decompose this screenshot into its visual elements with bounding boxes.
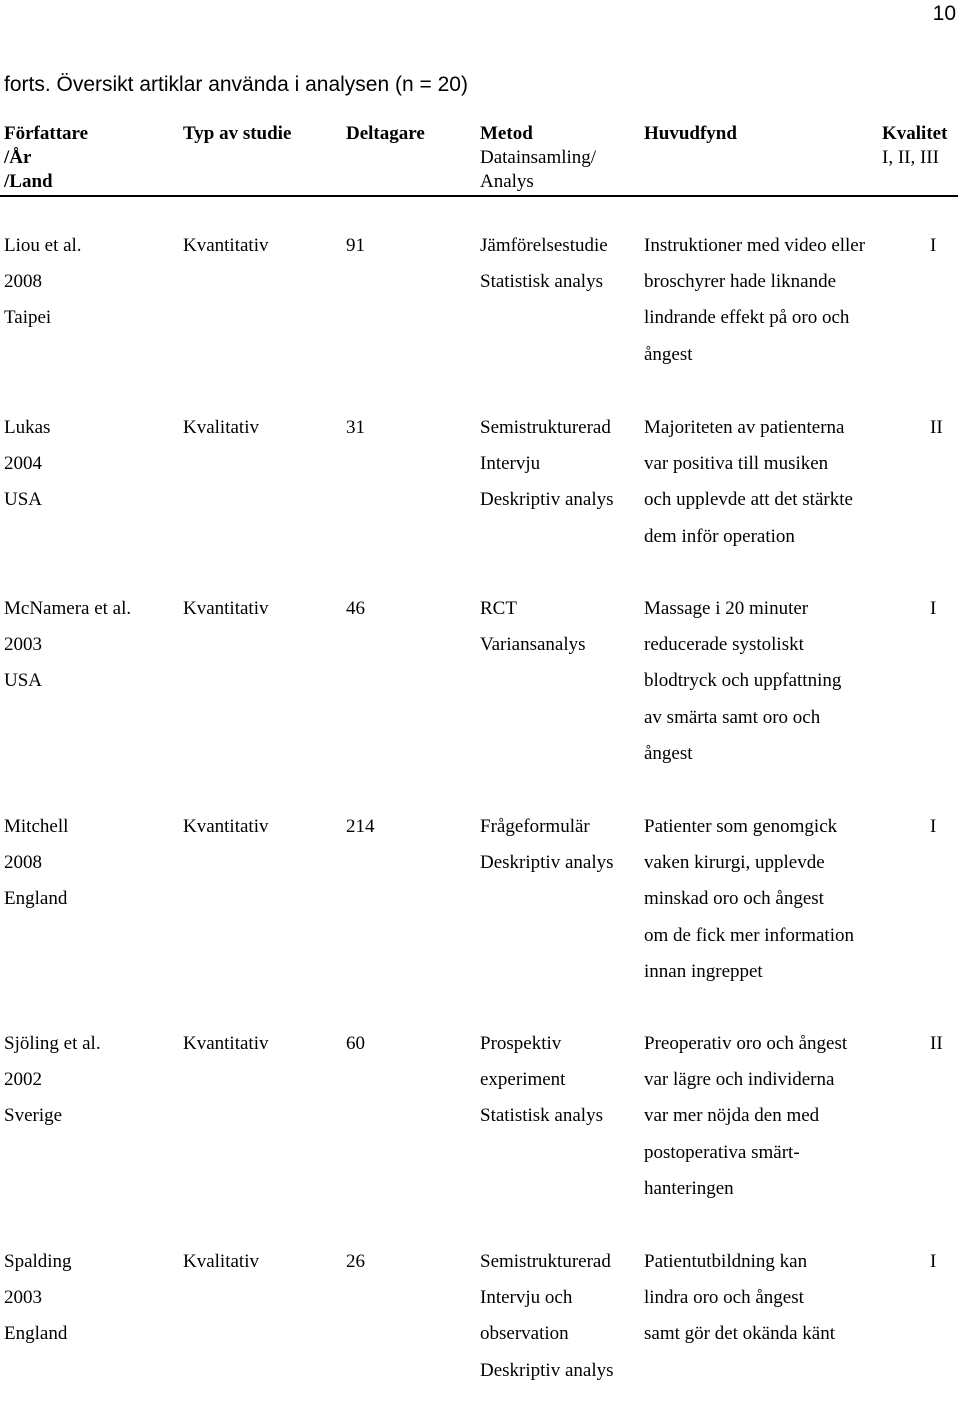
method-cell-line: Variansanalys bbox=[480, 634, 586, 656]
header-author-line: Författare bbox=[4, 123, 89, 144]
findings-cell bbox=[644, 228, 865, 373]
findings-cell bbox=[644, 1026, 847, 1207]
method-cell-line: Statistisk analys bbox=[480, 271, 603, 293]
header-author-line: /År bbox=[4, 147, 32, 168]
author-cell-line: Taipei bbox=[4, 307, 52, 329]
findings-cell bbox=[644, 809, 854, 990]
quality-cell: II bbox=[930, 1033, 943, 1054]
findings-cell-line: samt gör det okända känt bbox=[644, 1323, 836, 1345]
method-cell-line: experiment bbox=[480, 1069, 566, 1091]
method-cell-line: Intervju bbox=[480, 453, 541, 475]
findings-cell-line: broschyrer hade liknande bbox=[644, 271, 837, 293]
quality-cell: I bbox=[930, 1251, 937, 1272]
findings-cell-line: Preoperativ oro och ångest bbox=[644, 1033, 848, 1054]
author-cell-line: England bbox=[4, 888, 68, 910]
header-quality bbox=[882, 122, 947, 170]
header-author-line: /Land bbox=[4, 171, 53, 192]
findings-cell-line: reducerade systoliskt bbox=[644, 634, 804, 656]
author-cell-line: USA bbox=[4, 489, 43, 511]
quality-cell: II bbox=[930, 417, 943, 438]
author-cell-line: Sverige bbox=[4, 1105, 63, 1127]
author-cell-line: USA bbox=[4, 670, 43, 692]
findings-cell-line: lindrande effekt på oro och bbox=[644, 307, 850, 329]
findings-cell-line: av smärta samt oro och bbox=[644, 706, 821, 728]
findings-cell bbox=[644, 410, 853, 555]
findings-cell-line: Massage i 20 minuter bbox=[644, 598, 809, 619]
author-cell-line: Liou et al. bbox=[4, 235, 82, 256]
author-cell-line: Mitchell bbox=[4, 816, 69, 837]
method-cell-line: Prospektiv bbox=[480, 1033, 562, 1054]
author-cell-line: England bbox=[4, 1323, 68, 1345]
method-cell-line: Frågeformulär bbox=[480, 816, 590, 837]
findings-cell-line: ångest bbox=[644, 343, 693, 365]
findings-cell-line: vaken kirurgi, upplevde bbox=[644, 852, 825, 874]
header-method-line: Analys bbox=[480, 171, 534, 192]
participants-cell: 214 bbox=[346, 816, 375, 837]
findings-cell-line: blodtryck och uppfattning bbox=[644, 670, 842, 692]
findings-cell-line: Patientutbildning kan bbox=[644, 1251, 808, 1272]
findings-cell-line: Majoriteten av patienterna bbox=[644, 417, 845, 438]
findings-cell bbox=[644, 591, 841, 772]
findings-cell-line: Instruktioner med video eller bbox=[644, 235, 866, 256]
quality-cell: I bbox=[930, 598, 937, 619]
header-study-type: Typ av studie bbox=[183, 123, 292, 144]
quality-cell: I bbox=[930, 816, 937, 837]
header-quality-levels: I, II, III bbox=[882, 147, 939, 168]
method-cell-line: Deskriptiv analys bbox=[480, 1359, 614, 1381]
method-cell bbox=[480, 228, 608, 300]
header-quality-title: Kvalitet bbox=[882, 123, 948, 144]
findings-cell bbox=[644, 1244, 835, 1353]
header-participants: Deltagare bbox=[346, 123, 425, 144]
author-cell bbox=[4, 1026, 101, 1135]
method-cell-line: Deskriptiv analys bbox=[480, 852, 614, 874]
author-cell bbox=[4, 228, 82, 337]
method-cell-line: Statistisk analys bbox=[480, 1105, 603, 1127]
findings-cell-line: Patienter som genomgick bbox=[644, 816, 838, 837]
findings-cell-line: dem inför operation bbox=[644, 525, 795, 547]
author-cell-line: 2003 bbox=[4, 634, 42, 656]
author-cell-line: Spalding bbox=[4, 1251, 72, 1272]
author-cell bbox=[4, 809, 68, 918]
findings-cell-line: lindra oro och ångest bbox=[644, 1287, 804, 1309]
author-cell-line: 2002 bbox=[4, 1069, 42, 1091]
author-cell-line: McNamera et al. bbox=[4, 598, 132, 619]
author-cell bbox=[4, 591, 131, 700]
header-findings: Huvudfynd bbox=[644, 123, 737, 144]
author-cell-line: 2003 bbox=[4, 1287, 42, 1309]
study-type-cell: Kvantitativ bbox=[183, 235, 269, 256]
findings-cell-line: innan ingreppet bbox=[644, 960, 763, 982]
findings-cell-line: hanteringen bbox=[644, 1177, 734, 1199]
method-cell-line: Semistrukturerad bbox=[480, 417, 611, 438]
study-type-cell: Kvantitativ bbox=[183, 1033, 269, 1054]
method-cell bbox=[480, 809, 614, 881]
header-method-line: Datainsamling/ bbox=[480, 147, 597, 168]
page-title: forts. Översikt artiklar använda i analysen (n = 20) bbox=[4, 73, 468, 96]
participants-cell: 26 bbox=[346, 1251, 365, 1272]
author-cell-line: 2008 bbox=[4, 852, 42, 874]
findings-cell-line: ångest bbox=[644, 742, 693, 764]
participants-cell: 31 bbox=[346, 417, 365, 438]
header-method-title: Metod bbox=[480, 123, 533, 144]
method-cell bbox=[480, 1026, 603, 1135]
method-cell-line: observation bbox=[480, 1323, 569, 1345]
participants-cell: 46 bbox=[346, 598, 365, 619]
author-cell-line: 2008 bbox=[4, 271, 42, 293]
findings-cell-line: var mer nöjda den med bbox=[644, 1105, 820, 1127]
participants-cell: 60 bbox=[346, 1033, 365, 1054]
quality-cell: I bbox=[930, 235, 937, 256]
author-cell-line: 2004 bbox=[4, 453, 42, 475]
findings-cell-line: och upplevde att det stärkte bbox=[644, 489, 853, 511]
method-cell bbox=[480, 591, 586, 663]
findings-cell-line: var positiva till musiken bbox=[644, 453, 829, 475]
header-method bbox=[480, 122, 596, 194]
header-author bbox=[4, 122, 88, 194]
author-cell-line: Sjöling et al. bbox=[4, 1033, 101, 1054]
findings-cell-line: om de fick mer information bbox=[644, 924, 854, 946]
method-cell-line: Jämförelsestudie bbox=[480, 235, 608, 256]
author-cell bbox=[4, 1244, 72, 1353]
study-type-cell: Kvalitativ bbox=[183, 1251, 259, 1272]
method-cell bbox=[480, 410, 614, 519]
participants-cell: 91 bbox=[346, 235, 365, 256]
method-cell-line: Intervju och bbox=[480, 1287, 573, 1309]
findings-cell-line: var lägre och individerna bbox=[644, 1069, 835, 1091]
method-cell-line: RCT bbox=[480, 598, 517, 619]
findings-cell-line: minskad oro och ångest bbox=[644, 888, 824, 910]
method-cell-line: Semistrukturerad bbox=[480, 1251, 611, 1272]
study-type-cell: Kvalitativ bbox=[183, 417, 259, 438]
findings-cell-line: postoperativa smärt- bbox=[644, 1141, 800, 1163]
study-type-cell: Kvantitativ bbox=[183, 816, 269, 837]
header-rule bbox=[0, 195, 958, 197]
method-cell bbox=[480, 1244, 614, 1389]
method-cell-line: Deskriptiv analys bbox=[480, 489, 614, 511]
study-type-cell: Kvantitativ bbox=[183, 598, 269, 619]
author-cell bbox=[4, 410, 50, 519]
page-number: 10 bbox=[932, 2, 956, 25]
author-cell-line: Lukas bbox=[4, 417, 51, 438]
